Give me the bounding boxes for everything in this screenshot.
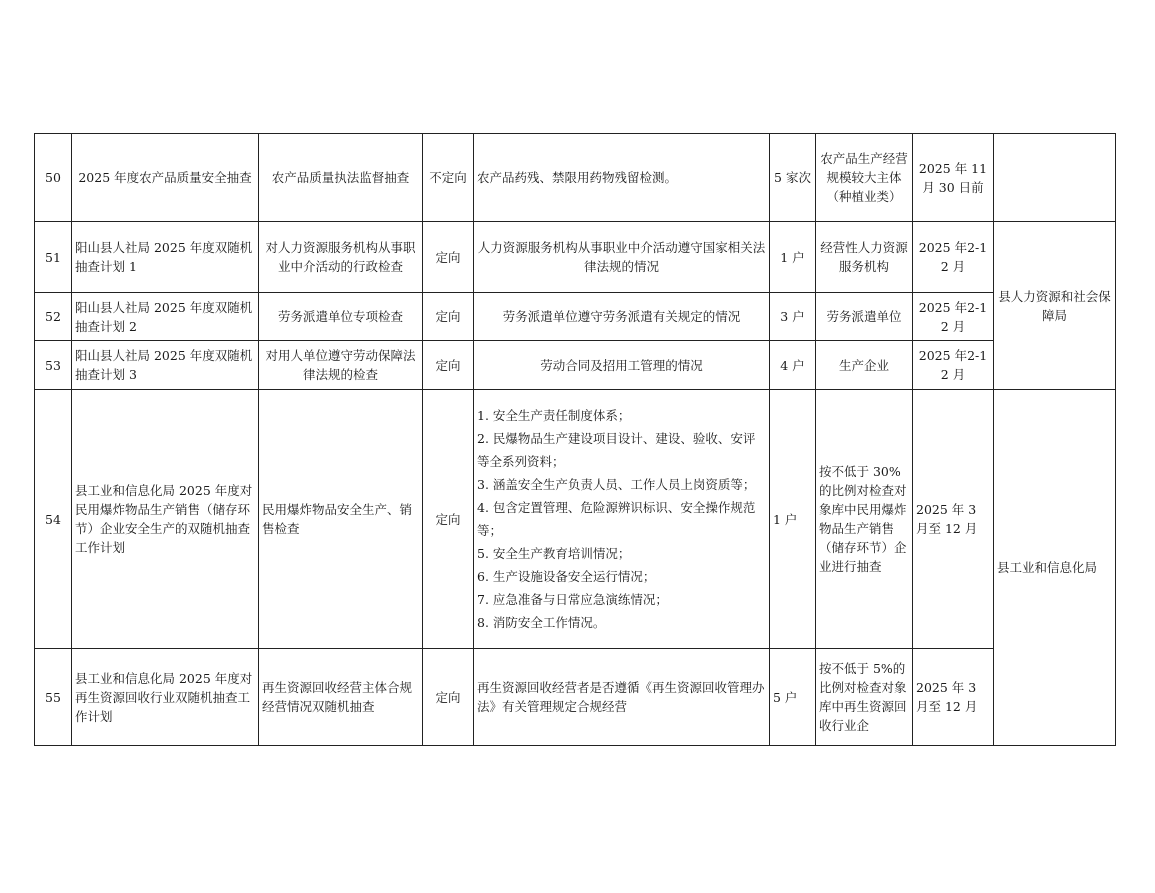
- inspection-method: 定向: [423, 390, 474, 649]
- table-row: [35, 293, 1116, 341]
- table-row: [35, 649, 1116, 746]
- inspection-count: 1 户: [770, 390, 816, 649]
- plan-name: 2025 年度农产品质量安全抽查: [72, 134, 259, 222]
- row-number: 50: [35, 134, 72, 222]
- content-item: 7. 应急准备与日常应急演练情况；: [477, 592, 668, 607]
- inspection-item: 对人力资源服务机构从事职业中介活动的行政检查: [259, 222, 423, 293]
- inspection-item: 再生资源回收经营主体合规经营情况双随机抽查: [259, 649, 423, 746]
- inspection-count: 1 户: [770, 222, 816, 293]
- inspection-count: 5 户: [770, 649, 816, 746]
- row-number: 51: [35, 222, 72, 293]
- content-item: 3. 涵盖安全生产负责人员、工作人员上岗资质等；: [477, 477, 756, 492]
- inspection-content: 劳动合同及招用工管理的情况: [474, 341, 770, 390]
- inspection-time: 2025 年2-12 月: [913, 341, 994, 390]
- inspection-count: 4 户: [770, 341, 816, 390]
- department-industry: 县工业和信息化局: [994, 390, 1116, 746]
- inspection-item: 农产品质量执法监督抽查: [259, 134, 423, 222]
- row-number: 52: [35, 293, 72, 341]
- plan-name: 县工业和信息化局 2025 年度对再生资源回收行业双随机抽查工作计划: [72, 649, 259, 746]
- table-row: [35, 390, 1116, 649]
- inspection-target: 按不低于 30% 的比例对检查对象库中民用爆炸物品生产销售（储存环节）企业进行抽查: [816, 390, 913, 649]
- content-item: 4. 包含定置管理、危险源辨识标识、安全操作规范等；: [477, 500, 756, 538]
- row-number: 53: [35, 341, 72, 390]
- inspection-item: 劳务派遣单位专项检查: [259, 293, 423, 341]
- inspection-count: 3 户: [770, 293, 816, 341]
- inspection-item: 对用人单位遵守劳动保障法律法规的检查: [259, 341, 423, 390]
- content-item: 5. 安全生产教育培训情况；: [477, 546, 631, 561]
- inspection-time: 2025 年 3 月至 12 月: [913, 390, 994, 649]
- inspection-method: 不定向: [423, 134, 474, 222]
- inspection-method: 定向: [423, 222, 474, 293]
- table-row: [35, 222, 1116, 293]
- inspection-target: 劳务派遣单位: [816, 293, 913, 341]
- table-row: [35, 341, 1116, 390]
- inspection-time: 2025 年 11 月 30 日前: [913, 134, 994, 222]
- inspection-target: 按不低于 5%的比例对检查对象库中再生资源回收行业企: [816, 649, 913, 746]
- inspection-method: 定向: [423, 293, 474, 341]
- inspection-plan-table: [34, 133, 1116, 746]
- inspection-method: 定向: [423, 649, 474, 746]
- department-cell-empty: [994, 134, 1116, 222]
- inspection-time: 2025 年2-12 月: [913, 293, 994, 341]
- plan-name: 阳山县人社局 2025 年度双随机抽查计划 1: [72, 222, 259, 293]
- table-row: [35, 134, 1116, 222]
- inspection-target: 农产品生产经营规模较大主体（种植业类）: [816, 134, 913, 222]
- inspection-item: 民用爆炸物品安全生产、销售检查: [259, 390, 423, 649]
- department-hr: 县人力资源和社会保障局: [994, 222, 1116, 390]
- inspection-content: 劳务派遣单位遵守劳务派遣有关规定的情况: [474, 293, 770, 341]
- inspection-content: 人力资源服务机构从事职业中介活动遵守国家相关法律法规的情况: [474, 222, 770, 293]
- plan-name: 县工业和信息化局 2025 年度对民用爆炸物品生产销售（储存环节）企业安全生产的双随机抽查工作计划: [72, 390, 259, 649]
- row-number: 54: [35, 390, 72, 649]
- inspection-target: 生产企业: [816, 341, 913, 390]
- inspection-content-list: [474, 390, 770, 649]
- plan-name: 阳山县人社局 2025 年度双随机抽查计划 3: [72, 341, 259, 390]
- content-item: 8. 消防安全工作情况。: [477, 615, 606, 630]
- content-item: 6. 生产设施设备安全运行情况；: [477, 569, 656, 584]
- inspection-method: 定向: [423, 341, 474, 390]
- inspection-time: 2025 年2-12 月: [913, 222, 994, 293]
- inspection-content: 农产品药残、禁限用药物残留检测。: [474, 134, 770, 222]
- row-number: 55: [35, 649, 72, 746]
- content-item: 1. 安全生产责任制度体系；: [477, 408, 631, 423]
- content-item: 2. 民爆物品生产建设项目设计、建设、验收、安评等全系列资料；: [477, 431, 756, 469]
- inspection-target: 经营性人力资源服务机构: [816, 222, 913, 293]
- inspection-content: 再生资源回收经营者是否遵循《再生资源回收管理办法》有关管理规定合规经营: [474, 649, 770, 746]
- inspection-count: 5 家次: [770, 134, 816, 222]
- inspection-time: 2025 年 3 月至 12 月: [913, 649, 994, 746]
- plan-name: 阳山县人社局 2025 年度双随机抽查计划 2: [72, 293, 259, 341]
